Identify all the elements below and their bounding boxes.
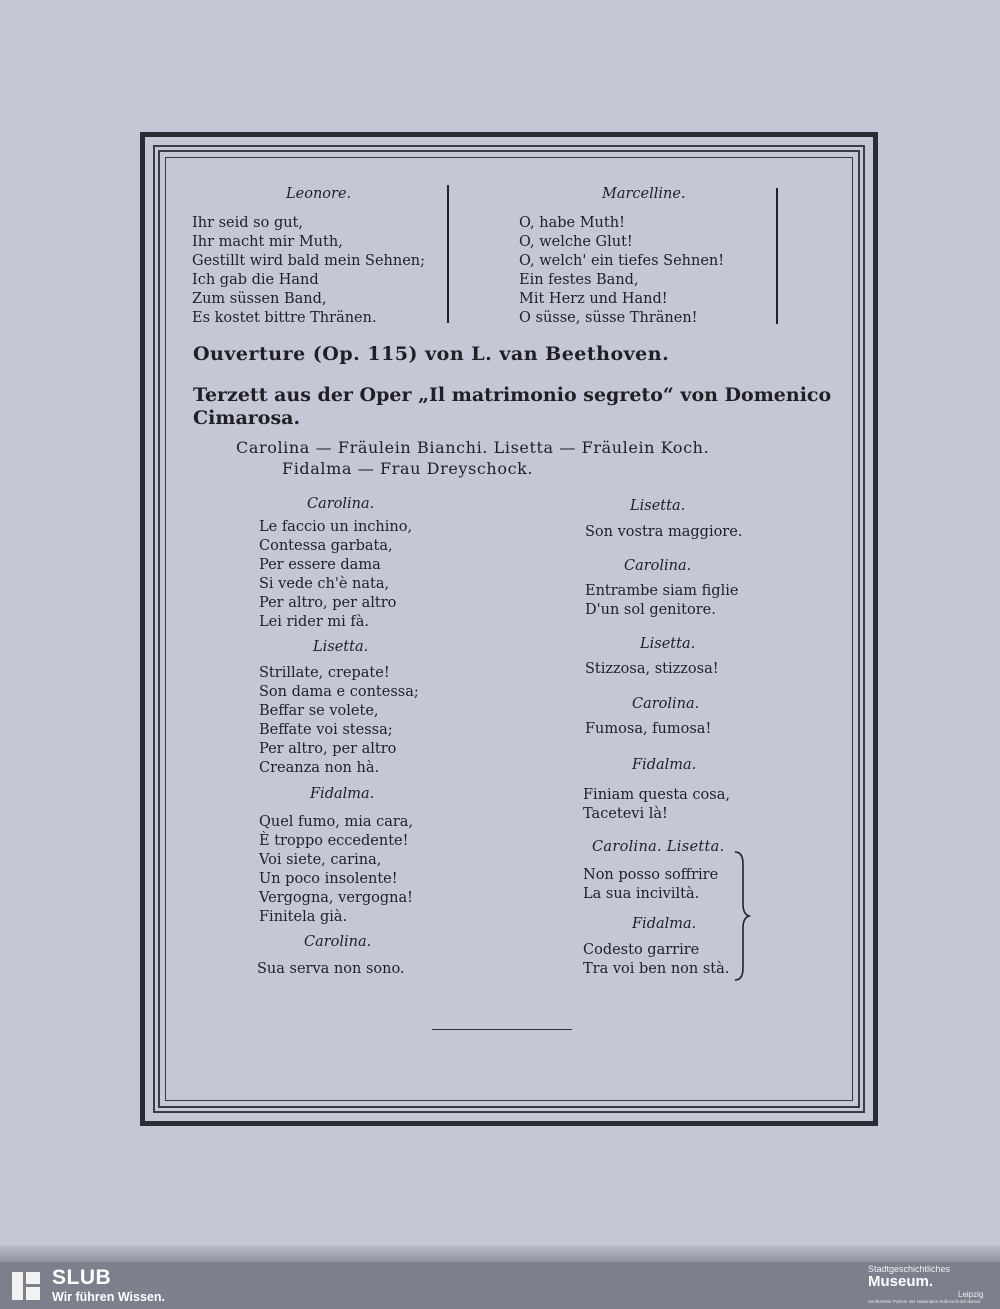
- verse-line: Finitela già.: [259, 909, 348, 925]
- terzett-title: Terzett aus der Oper „Il matrimonio segreto“ von Domenico Cimarosa.: [193, 384, 832, 429]
- duet-right-bar: [776, 188, 778, 324]
- partner-name: Museum.: [868, 1273, 934, 1290]
- verse-line: Zum süssen Band,: [192, 291, 327, 307]
- verse-line: Tra voi ben non stà.: [583, 961, 730, 977]
- stanza: [583, 941, 729, 979]
- verse-line: Stizzosa, stizzosa!: [585, 661, 719, 677]
- slub-brand: SLUB: [52, 1266, 112, 1289]
- partner-note: Zertifizierter Partner der Nationalen Kulturschutzinitiative: [868, 1299, 981, 1304]
- slub-tagline: Wir führen Wissen.: [52, 1290, 165, 1304]
- verse-line: Vergogna, vergogna!: [259, 890, 413, 906]
- verse-line: Ihr seid so gut,: [192, 215, 303, 231]
- stanza: [585, 660, 719, 679]
- verse-line: O, habe Muth!: [519, 215, 625, 231]
- speaker-lisetta: Lisetta.: [630, 498, 686, 514]
- stanza: [583, 866, 718, 904]
- footer-bar: [0, 1262, 1000, 1309]
- stanza: [257, 960, 405, 979]
- verse-line: Si vede ch'è nata,: [259, 576, 390, 592]
- verse-line: Le faccio un inchino,: [259, 519, 413, 535]
- stanza: [259, 664, 419, 778]
- verse-line: Son dama e contessa;: [259, 684, 419, 700]
- speaker-carolina: Carolina.: [632, 696, 700, 712]
- verse-line: Ein festes Band,: [519, 272, 639, 288]
- verse-line: Ich gab die Hand: [192, 272, 319, 288]
- verse-line: Per altro, per altro: [259, 741, 397, 757]
- verse-line: O, welche Glut!: [519, 234, 633, 250]
- duet-divider: [447, 185, 449, 323]
- verse-line: Son vostra maggiore.: [585, 524, 743, 540]
- verse-line: Creanza non hà.: [259, 760, 380, 776]
- speaker-fidalma: Fidalma.: [632, 757, 697, 773]
- leonore-heading: Leonore.: [286, 186, 352, 202]
- verse-line: Strillate, crepate!: [259, 665, 390, 681]
- verse-line: D'un sol genitore.: [585, 602, 716, 618]
- verse-line: Beffate voi stessa;: [259, 722, 393, 738]
- verse-line: Gestillt wird bald mein Sehnen;: [192, 253, 426, 269]
- overture-heading: Ouverture (Op. 115) von L. van Beethoven.: [193, 343, 670, 365]
- verse-line: Quel fumo, mia cara,: [259, 814, 414, 830]
- verse-line: Codesto garrire: [583, 942, 700, 958]
- verse-line: Contessa garbata,: [259, 538, 393, 554]
- page-edge: [0, 1245, 1000, 1262]
- speaker-fidalma: Fidalma.: [632, 916, 697, 932]
- verse-line: Finiam questa cosa,: [583, 787, 730, 803]
- cast-line-2: Fidalma — Frau Dreyschock.: [282, 459, 534, 478]
- slub-logo-icon: [10, 1270, 42, 1302]
- verse-line: Tacetevi là!: [583, 806, 668, 822]
- leonore-verse: [192, 214, 425, 328]
- stanza: [585, 720, 711, 739]
- verse-line: La sua inciviltà.: [583, 886, 700, 902]
- partner-city: Leipzig: [958, 1290, 984, 1299]
- verse-line: Beffar se volete,: [259, 703, 379, 719]
- speaker-carolina: Carolina.: [624, 558, 692, 574]
- verse-line: Fumosa, fumosa!: [585, 721, 712, 737]
- verse-line: Entrambe siam figlie: [585, 583, 739, 599]
- verse-line: Un poco insolente!: [259, 871, 398, 887]
- partner-top: Stadtgeschichtliches: [868, 1264, 951, 1274]
- verse-line: Lei rider mi fà.: [259, 614, 370, 630]
- speaker-lisetta: Lisetta.: [640, 636, 696, 652]
- closing-rule: [432, 1029, 572, 1030]
- marcelline-verse: [519, 214, 724, 328]
- stanza: [259, 518, 412, 632]
- verse-line: Es kostet bittre Thränen.: [192, 310, 377, 326]
- verse-line: O süsse, süsse Thränen!: [519, 310, 698, 326]
- speaker-carolina: Carolina.: [307, 496, 375, 512]
- cast-line-1: Carolina — Fräulein Bianchi. Lisetta — Fräulein Koch.: [236, 438, 710, 457]
- verse-line: Non posso soffrire: [583, 867, 719, 883]
- verse-line: Ihr macht mir Muth,: [192, 234, 343, 250]
- speaker-carolina: Carolina.: [304, 934, 372, 950]
- verse-line: O, welch' ein tiefes Sehnen!: [519, 253, 725, 269]
- stanza: [585, 582, 738, 620]
- ensemble-brace: [733, 850, 751, 982]
- speaker-carolina-lisetta: Carolina. Lisetta.: [592, 839, 725, 855]
- speaker-fidalma: Fidalma.: [310, 786, 375, 802]
- stanza: [583, 786, 730, 824]
- stanza: [585, 523, 742, 542]
- speaker-lisetta: Lisetta.: [313, 639, 369, 655]
- verse-line: Voi siete, carina,: [259, 852, 382, 868]
- verse-line: È troppo eccedente!: [259, 833, 409, 849]
- stanza: [259, 813, 413, 927]
- verse-line: Sua serva non sono.: [257, 961, 405, 977]
- verse-line: Per altro, per altro: [259, 595, 397, 611]
- verse-line: Per essere dama: [259, 557, 381, 573]
- marcelline-heading: Marcelline.: [602, 186, 686, 202]
- verse-line: Mit Herz und Hand!: [519, 291, 668, 307]
